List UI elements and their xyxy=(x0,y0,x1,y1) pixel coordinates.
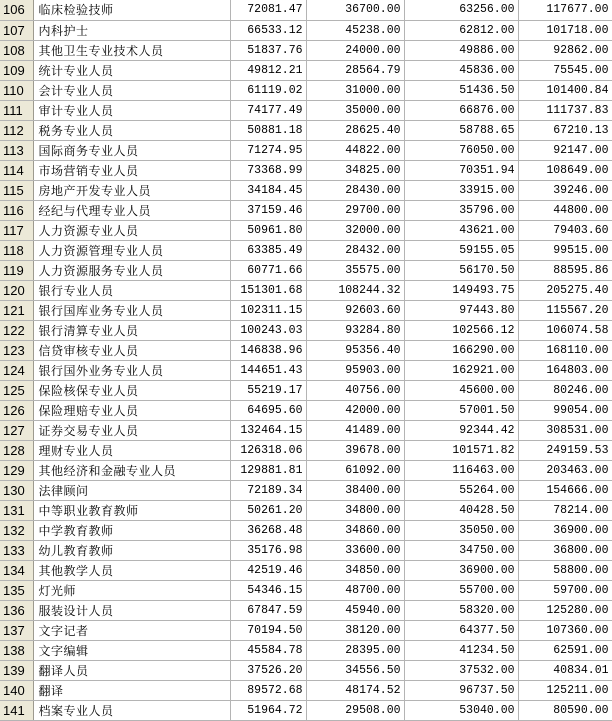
table-row xyxy=(0,100,612,120)
table-row xyxy=(0,340,612,360)
cell-value-3[interactable]: 37532.00 xyxy=(404,660,518,680)
cell-value-2[interactable]: 34800.00 xyxy=(306,500,404,520)
cell-value-2[interactable]: 28430.00 xyxy=(306,180,404,200)
cell-value-1[interactable]: 50961.80 xyxy=(230,220,306,240)
table-row xyxy=(0,20,612,40)
table-row xyxy=(0,380,612,400)
row-header[interactable]: 111 xyxy=(0,100,33,120)
cell-value-1[interactable]: 89572.68 xyxy=(230,680,306,700)
table-row xyxy=(0,560,612,580)
cell-value-1[interactable]: 36268.48 xyxy=(230,520,306,540)
table-row xyxy=(0,520,612,540)
row-header[interactable]: 106 xyxy=(0,0,33,20)
cell-value-2[interactable]: 44822.00 xyxy=(306,140,404,160)
cell-value-3[interactable]: 70351.94 xyxy=(404,160,518,180)
cell-value-1[interactable]: 71274.95 xyxy=(230,140,306,160)
cell-value-2[interactable]: 41489.00 xyxy=(306,420,404,440)
cell-value-3[interactable]: 49886.00 xyxy=(404,40,518,60)
cell-value-4[interactable]: 164803.00 xyxy=(518,360,612,380)
cell-value-1[interactable]: 146838.96 xyxy=(230,340,306,360)
cell-value-2[interactable]: 34850.00 xyxy=(306,560,404,580)
row-header[interactable]: 135 xyxy=(0,580,33,600)
cell-value-1[interactable]: 37526.20 xyxy=(230,660,306,680)
cell-value-4[interactable]: 99515.00 xyxy=(518,240,612,260)
cell-value-4[interactable]: 80246.00 xyxy=(518,380,612,400)
cell-value-4[interactable]: 125211.00 xyxy=(518,680,612,700)
cell-value-3[interactable]: 34750.00 xyxy=(404,540,518,560)
cell-value-4[interactable]: 92147.00 xyxy=(518,140,612,160)
cell-occupation[interactable]: 内科护士 xyxy=(33,20,230,40)
cell-occupation[interactable]: 理财专业人员 xyxy=(33,440,230,460)
cell-value-4[interactable]: 92862.00 xyxy=(518,40,612,60)
cell-value-1[interactable]: 50881.18 xyxy=(230,120,306,140)
row-header[interactable]: 119 xyxy=(0,260,33,280)
table-row xyxy=(0,480,612,500)
cell-value-4[interactable]: 101400.84 xyxy=(518,80,612,100)
cell-value-1[interactable]: 42519.46 xyxy=(230,560,306,580)
cell-value-3[interactable]: 41234.50 xyxy=(404,640,518,660)
cell-occupation[interactable]: 法律顾问 xyxy=(33,480,230,500)
cell-value-3[interactable]: 35050.00 xyxy=(404,520,518,540)
cell-value-4[interactable]: 125280.00 xyxy=(518,600,612,620)
row-header[interactable]: 136 xyxy=(0,600,33,620)
cell-value-3[interactable]: 97443.80 xyxy=(404,300,518,320)
cell-value-2[interactable]: 28395.00 xyxy=(306,640,404,660)
cell-value-2[interactable]: 34556.50 xyxy=(306,660,404,680)
table-row xyxy=(0,120,612,140)
row-header[interactable]: 134 xyxy=(0,560,33,580)
cell-occupation[interactable]: 房地产开发专业人员 xyxy=(33,180,230,200)
cell-occupation[interactable]: 国际商务专业人员 xyxy=(33,140,230,160)
cell-occupation[interactable]: 银行国外业务专业人员 xyxy=(33,360,230,380)
cell-value-3[interactable]: 96737.50 xyxy=(404,680,518,700)
cell-value-3[interactable]: 102566.12 xyxy=(404,320,518,340)
cell-value-4[interactable]: 80590.00 xyxy=(518,700,612,720)
row-header[interactable]: 117 xyxy=(0,220,33,240)
cell-value-4[interactable]: 101718.00 xyxy=(518,20,612,40)
cell-value-2[interactable]: 48700.00 xyxy=(306,580,404,600)
cell-occupation[interactable]: 翻译人员 xyxy=(33,660,230,680)
cell-occupation[interactable]: 其他经济和金融专业人员 xyxy=(33,460,230,480)
cell-value-1[interactable]: 34184.45 xyxy=(230,180,306,200)
cell-value-2[interactable]: 28564.79 xyxy=(306,60,404,80)
cell-occupation[interactable]: 档案专业人员 xyxy=(33,700,230,720)
table-row xyxy=(0,540,612,560)
cell-value-1[interactable]: 49812.21 xyxy=(230,60,306,80)
cell-value-3[interactable]: 116463.00 xyxy=(404,460,518,480)
cell-value-2[interactable]: 34825.00 xyxy=(306,160,404,180)
cell-value-2[interactable]: 29508.00 xyxy=(306,700,404,720)
table-row xyxy=(0,600,612,620)
row-header[interactable]: 130 xyxy=(0,480,33,500)
cell-value-2[interactable]: 35575.00 xyxy=(306,260,404,280)
cell-value-2[interactable]: 31000.00 xyxy=(306,80,404,100)
row-header[interactable]: 131 xyxy=(0,500,33,520)
cell-value-4[interactable]: 111737.83 xyxy=(518,100,612,120)
cell-value-2[interactable]: 32000.00 xyxy=(306,220,404,240)
cell-occupation[interactable]: 文字记者 xyxy=(33,620,230,640)
cell-value-4[interactable]: 36800.00 xyxy=(518,540,612,560)
row-header[interactable]: 132 xyxy=(0,520,33,540)
cell-occupation[interactable]: 人力资源服务专业人员 xyxy=(33,260,230,280)
cell-occupation[interactable]: 证券交易专业人员 xyxy=(33,420,230,440)
table-row xyxy=(0,0,612,20)
row-header[interactable]: 107 xyxy=(0,20,33,40)
cell-value-4[interactable]: 88595.86 xyxy=(518,260,612,280)
cell-occupation[interactable]: 服装设计人员 xyxy=(33,600,230,620)
cell-value-2[interactable]: 95903.00 xyxy=(306,360,404,380)
cell-value-3[interactable]: 51436.50 xyxy=(404,80,518,100)
cell-occupation[interactable]: 灯光师 xyxy=(33,580,230,600)
cell-value-3[interactable]: 35796.00 xyxy=(404,200,518,220)
table-row xyxy=(0,660,612,680)
cell-value-2[interactable]: 108244.32 xyxy=(306,280,404,300)
cell-value-1[interactable]: 151301.68 xyxy=(230,280,306,300)
cell-value-4[interactable]: 79403.60 xyxy=(518,220,612,240)
table-row xyxy=(0,200,612,220)
cell-value-1[interactable]: 45584.78 xyxy=(230,640,306,660)
cell-occupation[interactable]: 人力资源管理专业人员 xyxy=(33,240,230,260)
table-row xyxy=(0,180,612,200)
table-row xyxy=(0,220,612,240)
cell-value-1[interactable]: 100243.03 xyxy=(230,320,306,340)
row-header[interactable]: 113 xyxy=(0,140,33,160)
table-row xyxy=(0,40,612,60)
cell-value-3[interactable]: 55700.00 xyxy=(404,580,518,600)
row-header[interactable]: 127 xyxy=(0,420,33,440)
cell-value-3[interactable]: 66876.00 xyxy=(404,100,518,120)
cell-value-2[interactable]: 29700.00 xyxy=(306,200,404,220)
cell-value-2[interactable]: 38400.00 xyxy=(306,480,404,500)
cell-value-1[interactable]: 129881.81 xyxy=(230,460,306,480)
cell-occupation[interactable]: 其他教学人员 xyxy=(33,560,230,580)
row-header[interactable]: 116 xyxy=(0,200,33,220)
cell-value-3[interactable]: 43621.00 xyxy=(404,220,518,240)
cell-value-4[interactable]: 117677.00 xyxy=(518,0,612,20)
cell-value-1[interactable]: 61119.02 xyxy=(230,80,306,100)
cell-value-1[interactable]: 72189.34 xyxy=(230,480,306,500)
cell-value-1[interactable]: 64695.60 xyxy=(230,400,306,420)
row-header[interactable]: 128 xyxy=(0,440,33,460)
cell-value-1[interactable]: 67847.59 xyxy=(230,600,306,620)
cell-value-3[interactable]: 58788.65 xyxy=(404,120,518,140)
cell-value-3[interactable]: 36900.00 xyxy=(404,560,518,580)
cell-value-1[interactable]: 102311.15 xyxy=(230,300,306,320)
cell-value-3[interactable]: 40428.50 xyxy=(404,500,518,520)
cell-value-1[interactable]: 35176.98 xyxy=(230,540,306,560)
table-row xyxy=(0,700,612,720)
cell-value-3[interactable]: 166290.00 xyxy=(404,340,518,360)
table-row xyxy=(0,460,612,480)
cell-value-1[interactable]: 60771.66 xyxy=(230,260,306,280)
cell-occupation[interactable]: 经纪与代理专业人员 xyxy=(33,200,230,220)
cell-occupation[interactable]: 银行清算专业人员 xyxy=(33,320,230,340)
row-header[interactable]: 139 xyxy=(0,660,33,680)
cell-occupation[interactable]: 幼儿教育教师 xyxy=(33,540,230,560)
table-row xyxy=(0,240,612,260)
cell-value-4[interactable]: 154666.00 xyxy=(518,480,612,500)
cell-value-4[interactable]: 39246.00 xyxy=(518,180,612,200)
cell-value-1[interactable]: 55219.17 xyxy=(230,380,306,400)
cell-value-4[interactable]: 36900.00 xyxy=(518,520,612,540)
cell-value-2[interactable]: 95356.40 xyxy=(306,340,404,360)
cell-occupation[interactable]: 税务专业人员 xyxy=(33,120,230,140)
cell-occupation[interactable]: 银行专业人员 xyxy=(33,280,230,300)
cell-value-4[interactable]: 205275.40 xyxy=(518,280,612,300)
cell-value-1[interactable]: 51964.72 xyxy=(230,700,306,720)
cell-value-3[interactable]: 149493.75 xyxy=(404,280,518,300)
row-header[interactable]: 120 xyxy=(0,280,33,300)
cell-value-4[interactable]: 203463.00 xyxy=(518,460,612,480)
cell-occupation[interactable]: 中等职业教育教师 xyxy=(33,500,230,520)
cell-value-1[interactable]: 66533.12 xyxy=(230,20,306,40)
row-header[interactable]: 115 xyxy=(0,180,33,200)
row-header[interactable]: 110 xyxy=(0,80,33,100)
cell-value-4[interactable]: 249159.53 xyxy=(518,440,612,460)
row-header[interactable]: 126 xyxy=(0,400,33,420)
cell-value-3[interactable]: 76050.00 xyxy=(404,140,518,160)
table-row xyxy=(0,680,612,700)
cell-value-1[interactable]: 144651.43 xyxy=(230,360,306,380)
cell-value-2[interactable]: 39678.00 xyxy=(306,440,404,460)
cell-value-4[interactable]: 108649.00 xyxy=(518,160,612,180)
cell-value-3[interactable]: 53040.00 xyxy=(404,700,518,720)
cell-value-1[interactable]: 72081.47 xyxy=(230,0,306,20)
cell-occupation[interactable]: 信贷审核专业人员 xyxy=(33,340,230,360)
cell-value-4[interactable]: 99054.00 xyxy=(518,400,612,420)
cell-value-1[interactable]: 51837.76 xyxy=(230,40,306,60)
row-header[interactable]: 108 xyxy=(0,40,33,60)
cell-occupation[interactable]: 翻译 xyxy=(33,680,230,700)
cell-occupation[interactable]: 市场营销专业人员 xyxy=(33,160,230,180)
row-header[interactable]: 133 xyxy=(0,540,33,560)
cell-value-2[interactable]: 40756.00 xyxy=(306,380,404,400)
cell-value-3[interactable]: 45600.00 xyxy=(404,380,518,400)
cell-value-3[interactable]: 59155.05 xyxy=(404,240,518,260)
table-row xyxy=(0,280,612,300)
cell-value-3[interactable]: 57001.50 xyxy=(404,400,518,420)
row-header[interactable]: 123 xyxy=(0,340,33,360)
row-header[interactable]: 129 xyxy=(0,460,33,480)
cell-value-2[interactable]: 45238.00 xyxy=(306,20,404,40)
cell-value-3[interactable]: 55264.00 xyxy=(404,480,518,500)
cell-value-4[interactable]: 40834.01 xyxy=(518,660,612,680)
cell-value-2[interactable]: 34860.00 xyxy=(306,520,404,540)
table-row xyxy=(0,640,612,660)
cell-value-2[interactable]: 45940.00 xyxy=(306,600,404,620)
table-row xyxy=(0,160,612,180)
cell-value-2[interactable]: 33600.00 xyxy=(306,540,404,560)
cell-occupation[interactable]: 文字编辑 xyxy=(33,640,230,660)
row-header[interactable]: 141 xyxy=(0,700,33,720)
cell-value-1[interactable]: 70194.50 xyxy=(230,620,306,640)
cell-value-2[interactable]: 36700.00 xyxy=(306,0,404,20)
table-row xyxy=(0,400,612,420)
cell-value-3[interactable]: 33915.00 xyxy=(404,180,518,200)
cell-occupation[interactable]: 临床检验技师 xyxy=(33,0,230,20)
cell-value-4[interactable]: 78214.00 xyxy=(518,500,612,520)
cell-occupation[interactable]: 会计专业人员 xyxy=(33,80,230,100)
table-row xyxy=(0,440,612,460)
cell-value-1[interactable]: 54346.15 xyxy=(230,580,306,600)
cell-value-2[interactable]: 92603.60 xyxy=(306,300,404,320)
cell-occupation[interactable]: 银行国库业务专业人员 xyxy=(33,300,230,320)
cell-value-3[interactable]: 56170.50 xyxy=(404,260,518,280)
cell-value-1[interactable]: 132464.15 xyxy=(230,420,306,440)
row-header[interactable]: 137 xyxy=(0,620,33,640)
cell-occupation[interactable]: 保险核保专业人员 xyxy=(33,380,230,400)
row-header[interactable]: 114 xyxy=(0,160,33,180)
cell-value-2[interactable]: 93284.80 xyxy=(306,320,404,340)
cell-value-2[interactable]: 61092.00 xyxy=(306,460,404,480)
table-row xyxy=(0,320,612,340)
cell-value-4[interactable]: 75545.00 xyxy=(518,60,612,80)
row-header[interactable]: 138 xyxy=(0,640,33,660)
row-header[interactable]: 121 xyxy=(0,300,33,320)
cell-value-2[interactable]: 42000.00 xyxy=(306,400,404,420)
table-row xyxy=(0,500,612,520)
cell-value-4[interactable]: 168110.00 xyxy=(518,340,612,360)
cell-value-4[interactable]: 44800.00 xyxy=(518,200,612,220)
cell-value-2[interactable]: 38120.00 xyxy=(306,620,404,640)
cell-occupation[interactable]: 统计专业人员 xyxy=(33,60,230,80)
cell-value-3[interactable]: 162921.00 xyxy=(404,360,518,380)
row-header[interactable]: 122 xyxy=(0,320,33,340)
row-header[interactable]: 124 xyxy=(0,360,33,380)
cell-value-1[interactable]: 63385.49 xyxy=(230,240,306,260)
cell-value-4[interactable]: 67210.13 xyxy=(518,120,612,140)
table-row xyxy=(0,420,612,440)
cell-value-3[interactable]: 64377.50 xyxy=(404,620,518,640)
cell-value-4[interactable]: 58800.00 xyxy=(518,560,612,580)
table-row xyxy=(0,60,612,80)
row-header[interactable]: 140 xyxy=(0,680,33,700)
cell-value-4[interactable]: 107360.00 xyxy=(518,620,612,640)
cell-value-1[interactable]: 73368.99 xyxy=(230,160,306,180)
cell-occupation[interactable]: 其他卫生专业技术人员 xyxy=(33,40,230,60)
cell-occupation[interactable]: 保险理赔专业人员 xyxy=(33,400,230,420)
table-row xyxy=(0,140,612,160)
cell-value-1[interactable]: 126318.06 xyxy=(230,440,306,460)
table-row xyxy=(0,300,612,320)
row-header[interactable]: 109 xyxy=(0,60,33,80)
table-row xyxy=(0,80,612,100)
table-row xyxy=(0,360,612,380)
table-row xyxy=(0,580,612,600)
cell-value-1[interactable]: 37159.46 xyxy=(230,200,306,220)
cell-value-2[interactable]: 24000.00 xyxy=(306,40,404,60)
cell-value-2[interactable]: 48174.52 xyxy=(306,680,404,700)
row-header[interactable]: 118 xyxy=(0,240,33,260)
cell-value-3[interactable]: 63256.00 xyxy=(404,0,518,20)
cell-value-4[interactable]: 106074.58 xyxy=(518,320,612,340)
cell-value-2[interactable]: 28625.40 xyxy=(306,120,404,140)
cell-value-4[interactable]: 62591.00 xyxy=(518,640,612,660)
cell-value-3[interactable]: 62812.00 xyxy=(404,20,518,40)
cell-value-4[interactable]: 59700.00 xyxy=(518,580,612,600)
cell-value-3[interactable]: 92344.42 xyxy=(404,420,518,440)
cell-value-1[interactable]: 74177.49 xyxy=(230,100,306,120)
cell-value-2[interactable]: 28432.00 xyxy=(306,240,404,260)
row-header[interactable]: 112 xyxy=(0,120,33,140)
cell-occupation[interactable]: 审计专业人员 xyxy=(33,100,230,120)
cell-value-3[interactable]: 101571.82 xyxy=(404,440,518,460)
cell-occupation[interactable]: 中学教育教师 xyxy=(33,520,230,540)
cell-value-1[interactable]: 50261.20 xyxy=(230,500,306,520)
cell-value-3[interactable]: 45836.00 xyxy=(404,60,518,80)
cell-value-3[interactable]: 58320.00 xyxy=(404,600,518,620)
cell-value-2[interactable]: 35000.00 xyxy=(306,100,404,120)
cell-value-4[interactable]: 115567.20 xyxy=(518,300,612,320)
table-row xyxy=(0,620,612,640)
row-header[interactable]: 125 xyxy=(0,380,33,400)
table-row xyxy=(0,260,612,280)
cell-value-4[interactable]: 308531.00 xyxy=(518,420,612,440)
cell-occupation[interactable]: 人力资源专业人员 xyxy=(33,220,230,240)
